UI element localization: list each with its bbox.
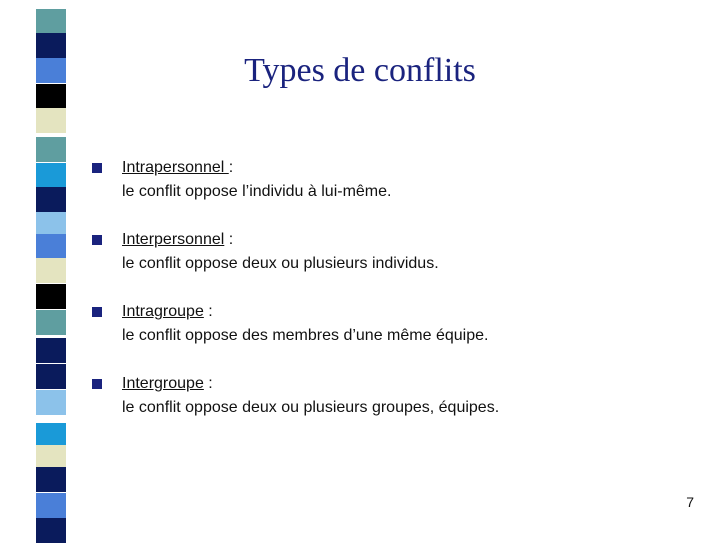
strip-square xyxy=(36,310,66,335)
strip-square xyxy=(36,338,66,363)
item-term: Interpersonnel xyxy=(122,231,225,248)
item-text xyxy=(122,156,391,204)
item-description: le conflit oppose deux ou plusieurs individus. xyxy=(122,255,439,272)
page-number: 7 xyxy=(686,494,694,510)
item-term: Intragroupe xyxy=(122,303,204,320)
item-description: le conflit oppose deux ou plusieurs groupes, équipes. xyxy=(122,399,500,416)
item-text xyxy=(122,300,488,348)
square-bullet-icon xyxy=(92,379,102,389)
strip-square xyxy=(36,284,66,309)
strip-square xyxy=(36,493,66,518)
strip-square xyxy=(36,258,66,283)
item-separator: : xyxy=(203,303,213,320)
strip-square xyxy=(36,187,66,212)
square-bullet-icon xyxy=(92,235,102,245)
item-description: le conflit oppose l’individu à lui-même. xyxy=(122,183,392,200)
strip-square xyxy=(36,467,66,492)
item-term: Intergroupe xyxy=(122,375,204,392)
item-text xyxy=(122,372,499,420)
strip-square xyxy=(36,163,66,188)
strip-square xyxy=(36,390,66,415)
item-separator: : xyxy=(228,159,234,176)
item-term: Intrapersonnel xyxy=(122,159,229,176)
square-bullet-icon xyxy=(92,307,102,317)
strip-square xyxy=(36,234,66,259)
item-description: le conflit oppose des membres d’une même équipe. xyxy=(122,327,489,344)
item-separator: : xyxy=(224,231,234,248)
strip-square xyxy=(36,364,66,389)
item-separator: : xyxy=(203,375,213,392)
strip-square xyxy=(36,137,66,162)
square-bullet-icon xyxy=(92,163,102,173)
strip-square xyxy=(36,9,66,34)
slide-title: Types de conflits xyxy=(244,52,476,89)
strip-square xyxy=(36,108,66,133)
strip-square xyxy=(36,518,66,543)
item-text xyxy=(122,228,439,276)
